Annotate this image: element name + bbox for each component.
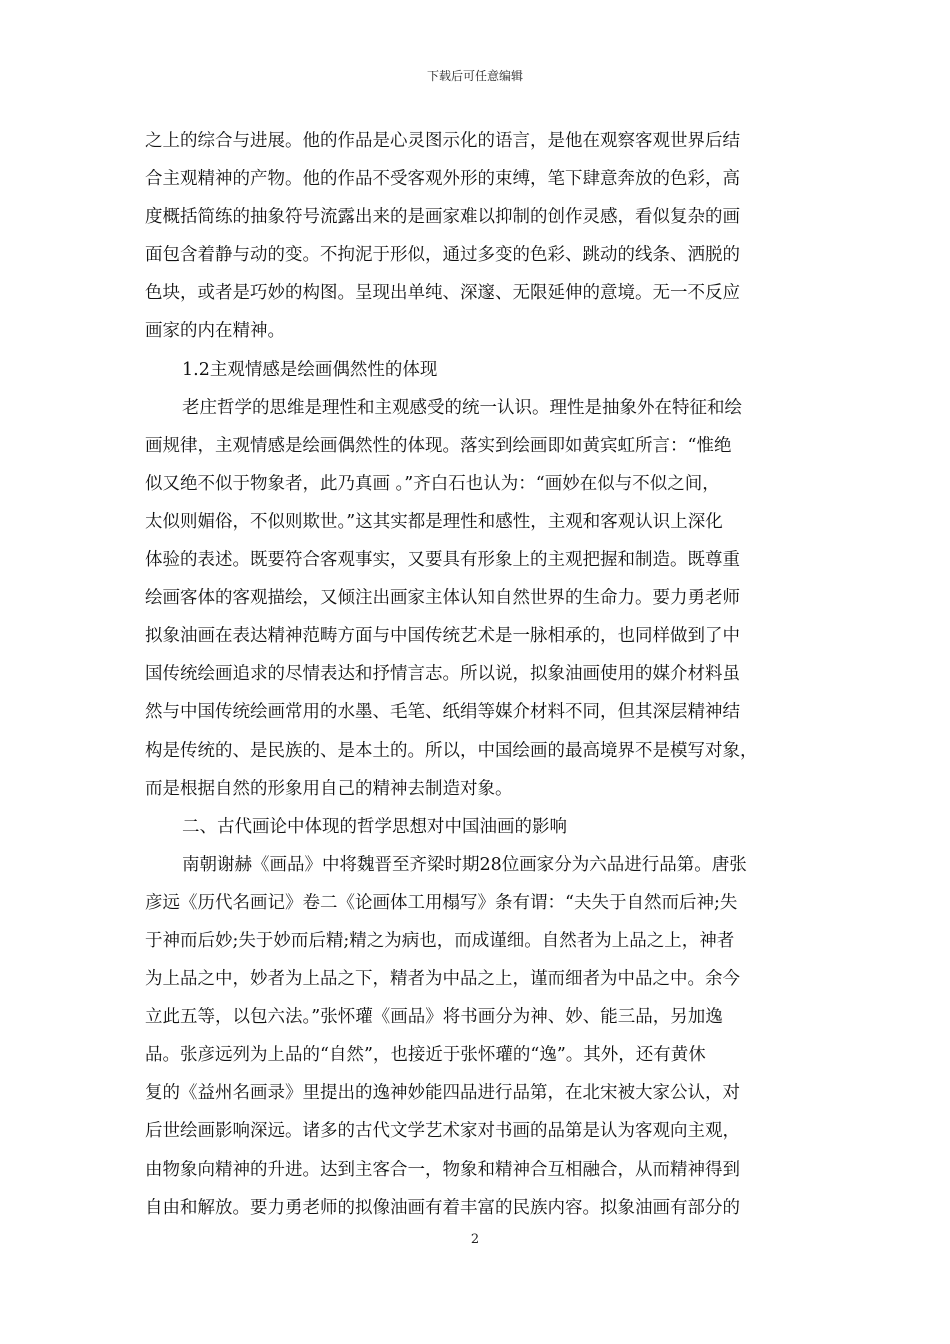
- text-line: 画规律，主观情感是绘画偶然性的体现。落实到绘画即如黄宾虹所言：“惟绝: [145, 435, 732, 456]
- text-line: 品。张彦远列为上品的“自然”，也接近于张怀瓘的“逸”。其外，还有黄休: [145, 1045, 706, 1066]
- text-line: 拟象油画在表达精神范畴方面与中国传统艺术是一脉相承的，也同样做到了中: [145, 626, 740, 647]
- page-number: 2: [470, 1232, 480, 1247]
- text-line: 由物象向精神的升进。达到主客合一，物象和精神合互相融合，从而精神得到: [145, 1159, 740, 1180]
- text-line: 面包含着静与动的变。不拘泥于形似，通过多变的色彩、跳动的线条、洒脱的: [145, 245, 740, 266]
- text-line: 自由和解放。要力勇老师的拟像油画有着丰富的民族内容。拟象油画有部分的: [145, 1197, 740, 1218]
- text-line: 绘画客体的客观描绘，又倾注出画家主体认知自然世界的生命力。要力勇老师: [145, 588, 740, 609]
- text-line: 二、古代画论中体现的哲学思想对中国油画的影响: [182, 816, 567, 837]
- text-line: 老庄哲学的思维是理性和主观感受的统一认识。理性是抽象外在特征和绘: [182, 397, 742, 418]
- text-line: 后世绘画影响深远。诸多的古代文学艺术家对书画的品第是认为客观向主观，: [145, 1121, 740, 1142]
- text-line: 然与中国传统绘画常用的水墨、毛笔、纸绢等媒介材料不同，但其深层精神结: [145, 702, 740, 723]
- page-header: 下载后可任意编辑: [426, 69, 523, 83]
- text-line: 之上的综合与进展。他的作品是心灵图示化的语言，是他在观察客观世界后结: [145, 131, 740, 151]
- text-line: 色块，或者是巧妙的构图。呈现出单纯、深邃、无限延伸的意境。无一不反应: [145, 283, 740, 304]
- text-line: 度概括简练的抽象符号流露出来的是画家难以抑制的创作灵感，看似复杂的画: [145, 207, 740, 228]
- text-line: 1.2主观情感是绘画偶然性的体现: [182, 359, 438, 380]
- text-line: 画家的内在精神。: [145, 321, 285, 342]
- text-line: 体验的表述。既要符合客观事实，又要具有形象上的主观把握和制造。既尊重: [145, 550, 740, 571]
- text-line: 合主观精神的产物。他的作品不受客观外形的束缚，笔下肆意奔放的色彩，高: [145, 169, 740, 190]
- text-line: 构是传统的、是民族的、是本土的。所以，中国绘画的最高境界不是模写对象，: [145, 740, 758, 761]
- text-line: 彦远《历代名画记》卷二《论画体工用榻写》条有谓：“夫失于自然而后神;失: [145, 892, 738, 913]
- text-line: 于神而后妙;失于妙而后精;精之为病也，而成谨细。自然者为上品之上，神者: [145, 930, 735, 951]
- text-line: 国传统绘画追求的尽情表达和抒情言志。所以说，拟象油画使用的媒介材料虽: [145, 664, 740, 685]
- text-line: 为上品之中，妙者为上品之下，精者为中品之上，谨而细者为中品之中。余今: [145, 969, 740, 990]
- text-line: 而是根据自然的形象用自己的精神去制造对象。: [145, 778, 513, 799]
- text-line: 太似则媚俗，不似则欺世。”这其实都是理性和感性，主观和客观认识上深化: [145, 511, 723, 532]
- text-line: 似又绝不似于物象者，此乃真画 。”齐白石也认为：“画妙在似与不似之间，: [145, 473, 720, 494]
- body-text: [145, 122, 825, 1227]
- text-line: 立此五等，以包六法。”张怀瓘《画品》将书画分为神、妙、能三品，另加逸: [145, 1007, 723, 1028]
- text-line: 南朝谢赫《画品》中将魏晋至齐梁时期28位画家分为六品进行品第。唐张: [182, 854, 747, 875]
- text-line: 复的《益州名画录》里提出的逸神妙能四品进行品第，在北宋被大家公认，对: [145, 1083, 740, 1104]
